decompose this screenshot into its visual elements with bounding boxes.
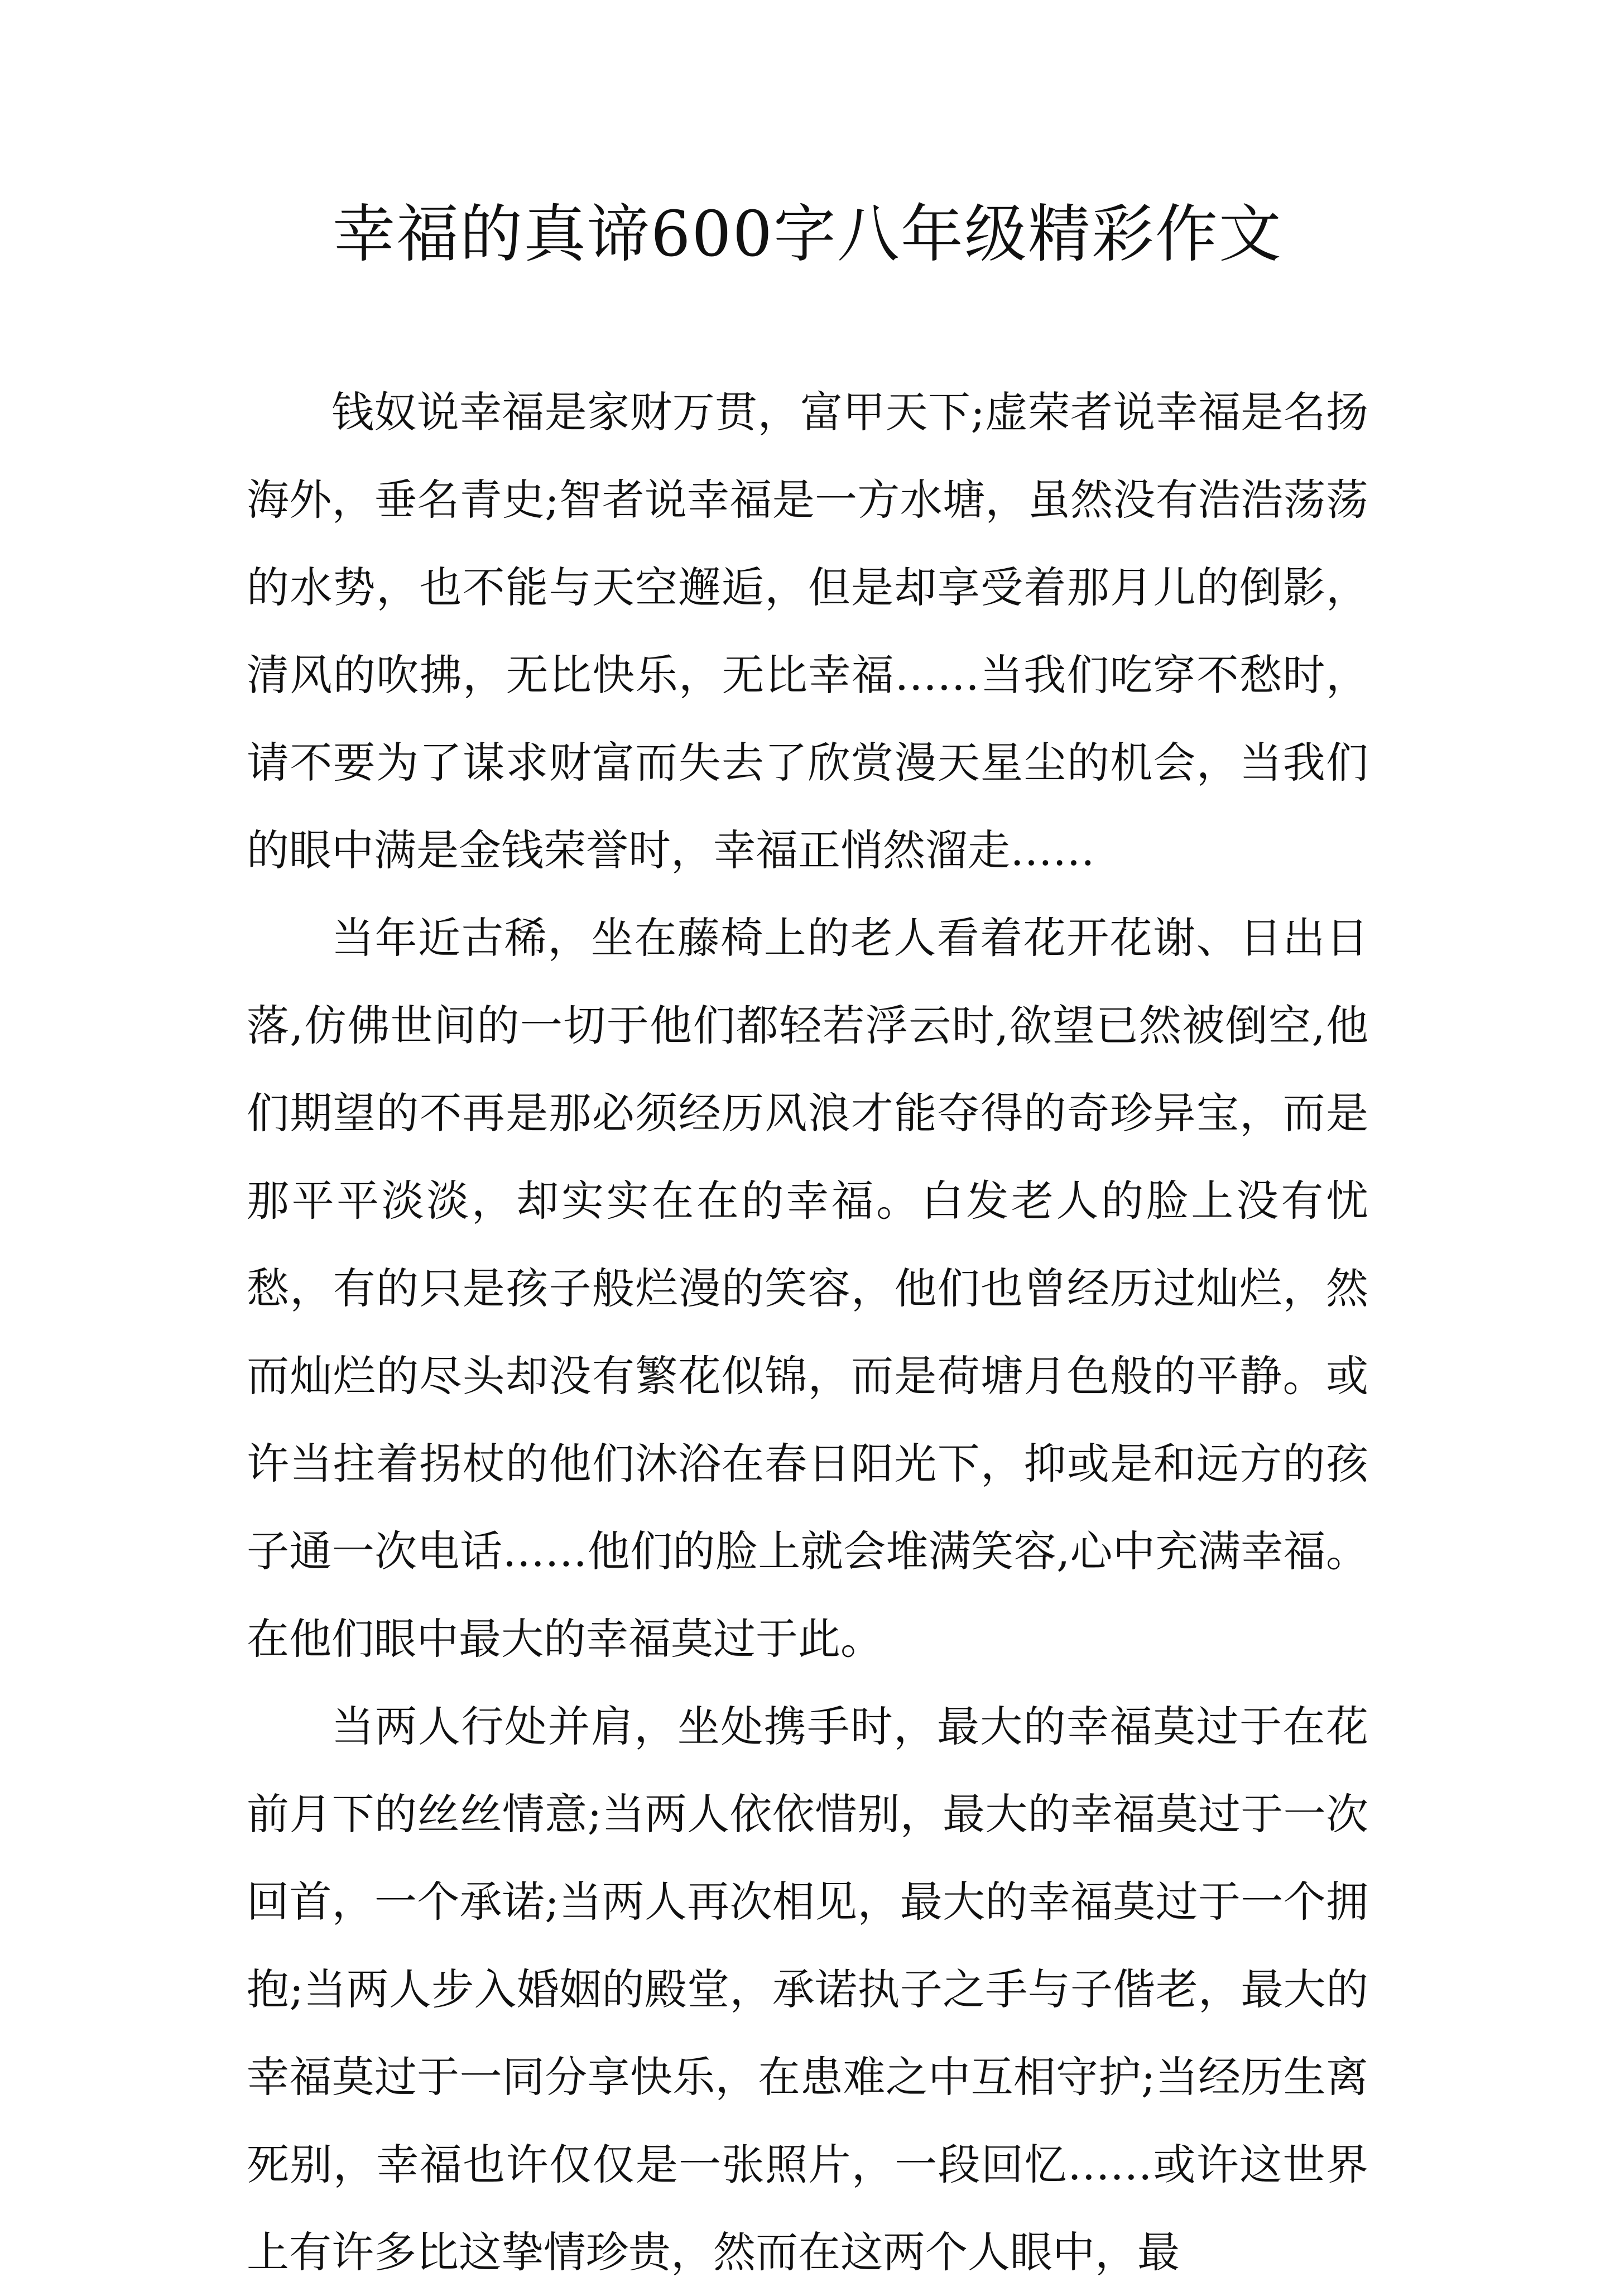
document-body [247, 368, 1368, 2296]
document-title: 幸福的真谛600字八年级精彩作文 [333, 198, 1282, 271]
paragraph-3: 当两人行处并肩，坐处携手时，最大的幸福莫过于在花前月下的丝丝情意;当两人依依惜别，最大的幸福莫过于一次回首，一个承诺;当两人再次相见，最大的幸福莫过于一个拥抱;当两人步入婚姻的殿堂，承诺执子之手与子偕老，最大的幸福莫过于一同分享快乐，在患难之中互相守护;当经历生离死别，幸福也许仅仅是一张照片，一段回忆……或许这世界上有许多比这挚情珍贵，然而在这两个人眼中，最 [247, 1702, 1368, 2277]
paragraph-2: 当年近古稀，坐在藤椅上的老人看着花开花谢、日出日落,仿佛世间的一切于他们都轻若浮云时,欲望已然被倒空,他们期望的不再是那必须经历风浪才能夺得的奇珍异宝，而是那平平淡淡，却实实在在的幸福。白发老人的脸上没有忧愁，有的只是孩子般烂漫的笑容，他们也曾经历过灿烂，然而灿烂的尽头却没有繁花似锦，而是荷塘月色般的平静。或许当拄着拐杖的他们沐浴在春日阳光下，抑或是和远方的孩子通一次电话……他们的脸上就会堆满笑容,心中充满幸福。在他们眼中最大的幸福莫过于此。 [247, 913, 1368, 1664]
paragraph-1: 钱奴说幸福是家财万贯，富甲天下;虚荣者说幸福是名扬海外，垂名青史;智者说幸福是一方水塘，虽然没有浩浩荡荡的水势，也不能与天空邂逅，但是却享受着那月儿的倒影，清风的吹拂，无比快乐，无比幸福……当我们吃穿不愁时，请不要为了谋求财富而失去了欣赏漫天星尘的机会，当我们的眼中满是金钱荣誉时，幸福正悄然溜走…… [247, 387, 1368, 875]
